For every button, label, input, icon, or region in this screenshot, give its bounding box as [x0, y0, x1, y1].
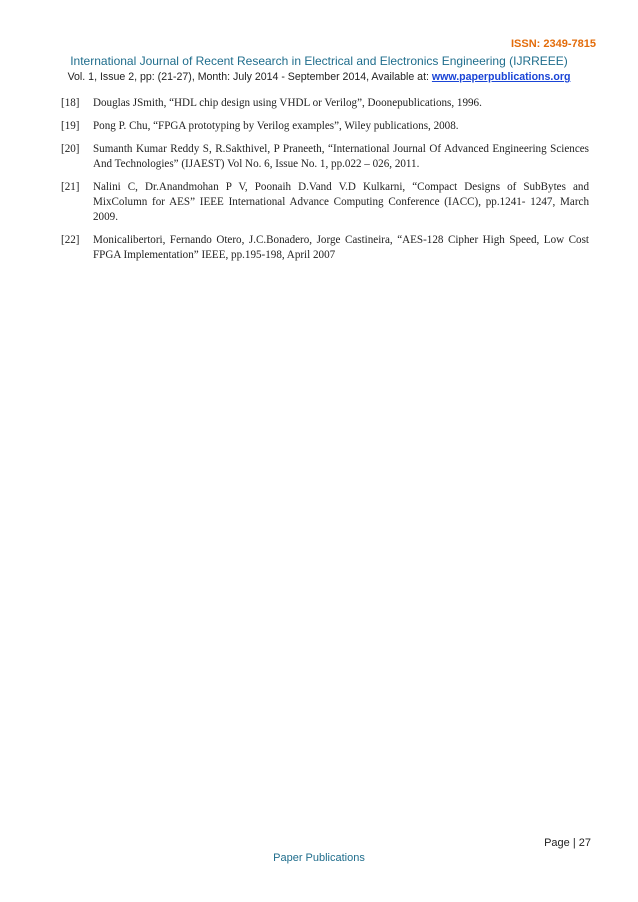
reference-text: Sumanth Kumar Reddy S, R.Sakthivel, P Praneeth, “International Journal Of Advanced Engineering Sciences And Technologies” (IJAEST) Vol No. 6, Issue No. 1, pp.022 – 026, 2011.: [93, 143, 589, 170]
journal-title: International Journal of Recent Research in Electrical and Electronics Engineering (IJRREEE): [70, 54, 568, 68]
reference-item: [61, 142, 589, 172]
reference-text: Monicalibertori, Fernando Otero, J.C.Bonadero, Jorge Castineira, “AES-128 Cipher High Speed, Low Cost FPGA Implementation” IEEE, pp.195-198, April 2007: [93, 234, 589, 261]
journal-info: [0, 71, 638, 83]
reference-item: [61, 96, 589, 111]
reference-text: Douglas JSmith, “HDL chip design using VHDL or Verilog”, Doonepublications, 1996.: [93, 97, 482, 109]
reference-number: [19]: [61, 120, 80, 132]
journal-info-text: Vol. 1, Issue 2, pp: (21-27), Month: July 2014 - September 2014, Available at:: [67, 71, 432, 83]
reference-item: [61, 233, 589, 263]
reference-list: [61, 96, 589, 271]
reference-item: [61, 180, 589, 225]
reference-number: [18]: [61, 97, 80, 109]
reference-item: [61, 119, 589, 134]
page-number: Page | 27: [544, 837, 591, 849]
publisher-name: Paper Publications: [273, 852, 365, 864]
reference-number: [22]: [61, 234, 80, 246]
reference-number: [21]: [61, 181, 80, 193]
reference-number: [20]: [61, 143, 80, 155]
issn-label: ISSN: 2349-7815: [511, 38, 596, 50]
publisher-website-link[interactable]: www.paperpublications.org: [431, 71, 571, 83]
reference-text: Pong P. Chu, “FPGA prototyping by Verilog examples”, Wiley publications, 2008.: [93, 120, 459, 132]
reference-text: Nalini C, Dr.Anandmohan P V, Poonaih D.Vand V.D Kulkarni, “Compact Designs of SubBytes and MixColumn for AES” IEEE International Advance Computing Conference (IACC), pp.1241- 1247, March 2009.: [93, 181, 589, 223]
